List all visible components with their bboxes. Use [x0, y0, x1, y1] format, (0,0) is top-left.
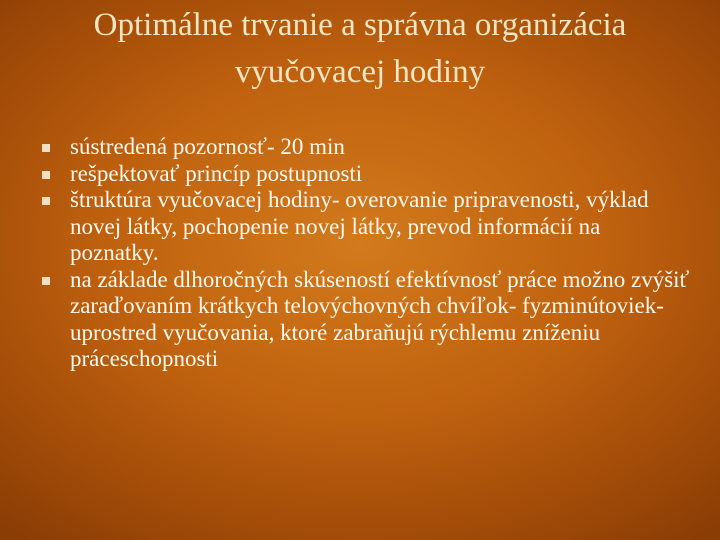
square-bullet-icon: [42, 197, 50, 205]
bullet-item: [40, 267, 690, 373]
slide-title-line-1: Optimálne trvanie a správna organizácia: [93, 7, 627, 43]
bullet-text: štruktúra vyučovacej hodiny- overovanie pripravenosti, výklad novej látky, pochopenie novej látky, prevod informácií na poznatky.: [70, 187, 649, 265]
bullet-text: na základe dlhoročných skúseností efektívnosť práce možno zvýšiť zaraďovaním krátkych telovýchovných chvíľok- fyzminútoviek- uprostred vyučovania, ktoré zabraňujú rýchlemu zníženiu práceschopnosti: [70, 266, 690, 371]
square-bullet-icon: [42, 277, 50, 285]
bullet-item: [40, 187, 690, 267]
bullet-list: [40, 134, 690, 373]
square-bullet-icon: [42, 144, 50, 152]
square-bullet-icon: [42, 171, 50, 179]
bullet-text: rešpektovať princíp postupnosti: [70, 160, 363, 186]
slide-title: [20, 2, 700, 96]
bullet-text: sústredená pozornosť- 20 min: [70, 134, 345, 159]
bullet-item: [40, 134, 690, 161]
slide-title-line-2: vyučovacej hodiny: [234, 54, 486, 90]
bullet-item: [40, 161, 690, 188]
